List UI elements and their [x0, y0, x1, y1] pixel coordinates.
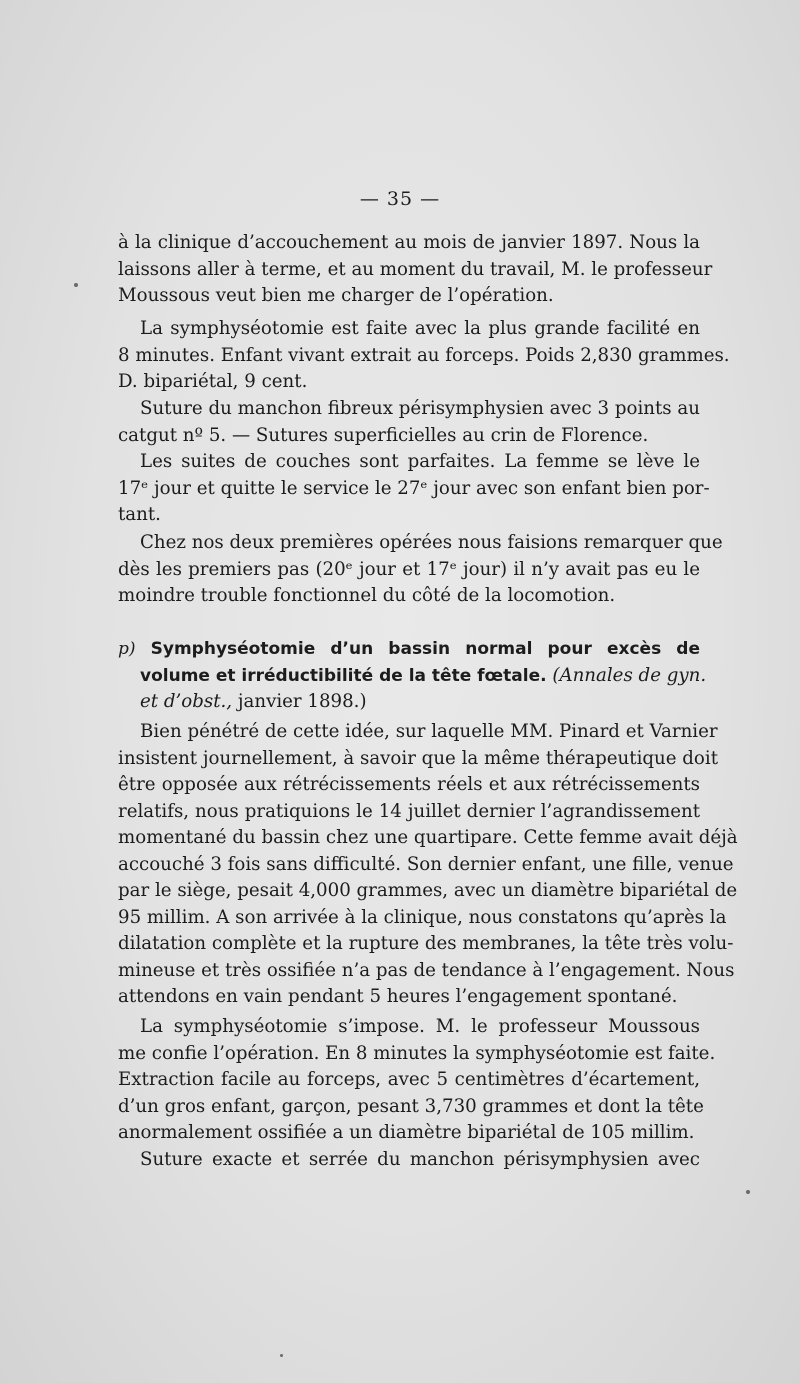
text-line: être opposée aux rétrécissements réels et aux rétrécissements	[118, 774, 700, 795]
text-line: 95 millim. A son arrivée à la clinique, nous constatons qu’après la	[118, 906, 727, 928]
text-line: mineuse et très ossifiée n’a pas de tendance à l’engagement. Nous	[118, 959, 735, 981]
text-line: dilatation complète et la rupture des membranes, la tête très volu-	[118, 933, 734, 954]
section-citation: (Annales de gyn.	[552, 664, 707, 686]
text-line: Moussous veut bien me charger de l’opération.	[118, 285, 554, 306]
section-title-line	[118, 663, 707, 690]
citation-date: janvier 1898.)	[237, 691, 367, 712]
text-line: La symphyséotomie s’impose. M. le professeur Moussous	[140, 1016, 700, 1037]
paragraph-1	[118, 230, 713, 310]
section-heading	[118, 636, 707, 716]
text-line: momentané du bassin chez une quartipare. Cette femme avait déjà	[118, 827, 738, 848]
text-line: Suture exacte et serrée du manchon périsymphysien avec	[140, 1149, 700, 1170]
page-number: — 35 —	[359, 188, 441, 210]
scan-speck	[746, 1190, 750, 1194]
text-line: D. bipariétal, 9 cent.	[118, 371, 308, 392]
text-line: me confie l’opération. En 8 minutes la symphyséotomie est faite.	[118, 1042, 716, 1064]
text-line: Chez nos deux premières opérées nous faisions remarquer que	[140, 532, 723, 553]
paragraph-4	[118, 449, 710, 529]
section-label: p)	[118, 639, 136, 659]
text-line: tant.	[118, 504, 161, 525]
text-line: d’un gros enfant, garçon, pesant 3,730 grammes et dont la tête	[118, 1095, 704, 1117]
text-line: par le siège, pesait 4,000 grammes, avec un diamètre bipariétal de	[118, 880, 738, 901]
paragraph-5	[118, 530, 723, 610]
paragraph-3	[118, 396, 700, 449]
text-line: relatifs, nous pratiquions le 14 juillet dernier l’agrandissement	[118, 800, 700, 822]
text-line: 8 minutes. Enfant vivant extrait au forceps. Poids 2,830 grammes.	[118, 344, 730, 366]
text-line: attendons en vain pendant 5 heures l’engagement spontané.	[118, 986, 678, 1007]
section-title-part2: volume et irréductibilité de la tête fœtale.	[140, 665, 547, 686]
text-line: Les suites de couches sont parfaites. La femme se lève le	[140, 451, 700, 472]
section-title-part1: Symphyséotomie d’un bassin normal pour excès de	[150, 639, 700, 659]
text-line: 17ᵉ jour et quitte le service le 27ᵉ jour avec son enfant bien por-	[118, 477, 710, 499]
text-line: anormalement ossifiée a un diamètre bipariétal de 105 millim.	[118, 1122, 695, 1143]
paragraph-8	[118, 1147, 700, 1174]
section-citation-line	[118, 689, 700, 716]
text-line: accouché 3 fois sans difficulté. Son dernier enfant, une fille, venue	[118, 853, 734, 875]
section-title-line	[118, 636, 700, 663]
text-line: moindre trouble fonctionnel du côté de la locomotion.	[118, 585, 616, 606]
text-line: laissons aller à terme, et au moment du travail, M. le professeur	[118, 258, 713, 280]
text-line: Extraction facile au forceps, avec 5 centimètres d’écartement,	[118, 1069, 700, 1090]
text-line: dès les premiers pas (20ᵉ jour et 17ᵉ jour) il n’y avait pas eu le	[118, 558, 700, 580]
scan-speck	[280, 1354, 283, 1357]
paragraph-7	[118, 1014, 716, 1147]
text-line: insistent journellement, à savoir que la même thérapeutique doit	[118, 747, 719, 769]
text-line: à la clinique d’accouchement au mois de janvier 1897. Nous la	[118, 232, 700, 253]
scan-speck	[74, 283, 78, 287]
text-line: La symphyséotomie est faite avec la plus grande facilité en	[140, 318, 700, 339]
text-line: catgut nº 5. — Sutures superficielles au crin de Florence.	[118, 424, 649, 446]
paragraph-6	[118, 719, 738, 1011]
text-line: Suture du manchon fibreux périsymphysien avec 3 points au	[140, 398, 700, 419]
paragraph-2	[118, 316, 730, 396]
text-line: Bien pénétré de cette idée, sur laquelle MM. Pinard et Varnier	[140, 721, 718, 742]
citation-journal: et d’obst.,	[140, 691, 233, 712]
